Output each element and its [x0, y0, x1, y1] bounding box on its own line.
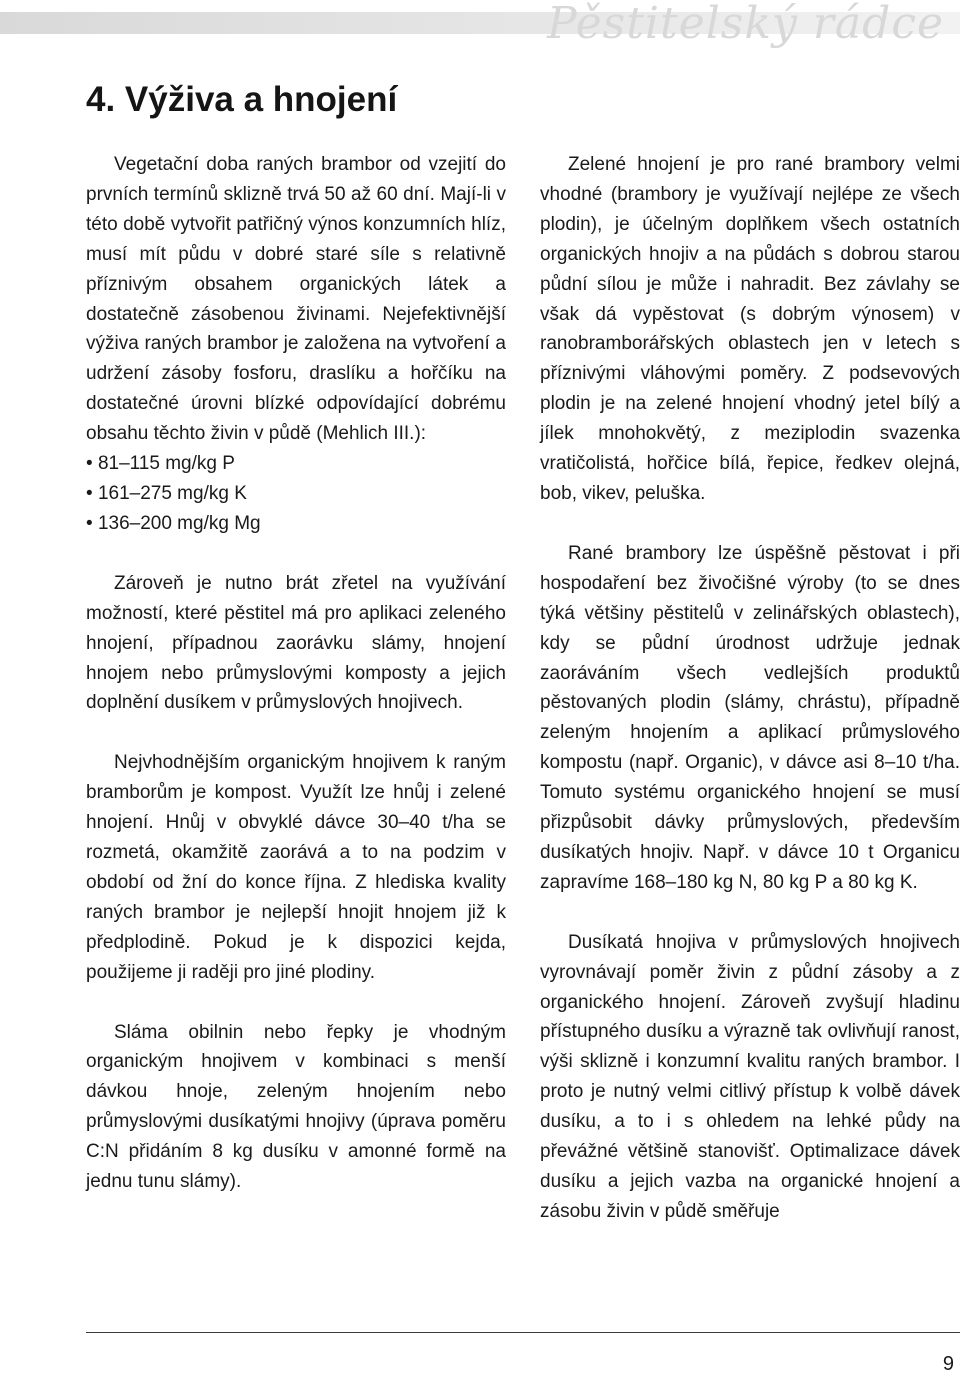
paragraph: Rané brambory lze úspěšně pěstovat i při hospodaření bez živočišné výroby (to se dnes týká většiny pěstitelů v zelinářských oblastech), kdy se půdní úrodnost udržuje jednak zaoráváním všech vedlejších produktů pěstovaných plodin (slámy, chrástu), případně zeleným hnojením a aplikací průmyslového kompostu (např. Organic), v dávce asi 8–10 t/ha. Tomuto systému organického hnojení se musí přizpůsobit dávky průmyslových, především dusíkatých hnojiv. Např. v dávce 10 t Organicu zapravíme 168–180 kg N, 80 kg P a 80 kg K. [540, 542, 960, 893]
header-brand: Pěstitelský rádce [547, 0, 944, 49]
footer-rule [86, 1332, 960, 1333]
list-item: • 81–115 mg/kg P [86, 449, 506, 479]
paragraph: Sláma obilnin nebo řepky je vhodným organickým hnojivem v kombinaci s menší dávkou hnoje, zeleným hnojením nebo průmyslovými dusíkatými hnojivy (úprava poměru C:N přidáním 8 kg dusíku v amonné formě na jednu tunu slámy). [86, 1021, 506, 1193]
paragraph: Zelené hnojení je pro rané brambory velmi vhodné (brambory je využívají nejlépe ze všech plodin), je účelným doplňkem všech ostatních organických hnojiv a na půdách s dobrou starou půdní sílou je může i nahradit. Bez závlahy se však dá vypěstovat (s dobrým výnosem) v ranobramborářských oblastech jen v letech s příznivými vláhovými poměry. Z podsevových plodin je na zelené hnojení vhodný jetel bílý a jílek mnohokvětý, z meziplodin svazenka vratičolistá, hořčice bílá, řepice, ředkev olejná, bob, vikev, peluška. [540, 154, 960, 504]
chapter-title: 4. Výživa a hnojení [86, 80, 398, 119]
right-column [540, 150, 960, 1227]
paragraph: Vegetační doba raných brambor od vzejití do prvních termínů sklizně trvá 50 až 60 dní. Mají-li v této době vytvořit patřičný výnos konzumních hlíz, musí mít půdu v dobré staré síle s relativně příznivým obsahem organických látek a dostatečně zásobenou živinami. Nejefektivnější výživa raných brambor je založena na vytvoření a udržení zásoby fosforu, draslíku a hořčíku na dostatečné úrovni blízké odpovídající dobrému obsahu těchto živin v půdě (Mehlich III.): [86, 154, 506, 445]
paragraph: Zároveň je nutno brát zřetel na využívání možností, které pěstitel má pro aplikaci zeleného hnojení, případnou zaorávku slámy, hnojení hnojem nebo průmyslovými komposty a jejich doplnění dusíkem v průmyslových hnojivech. [86, 572, 506, 714]
paragraph: Dusíkatá hnojiva v průmyslových hnojivech vyrovnávají poměr živin z půdní zásoby a z organického hnojení. Zároveň zvyšují hladinu přístupného dusíku a výrazně tak ovlivňují ranost, výši sklizně i konzumní kvalitu raných brambor. I proto je nutný velmi citlivý přístup k volbě dávek dusíku, a to i s ohledem na lehké půdy na převážné většině stanovišť. Optimalizace dávek dusíku a jejich vazba na organické hnojení a zásobu živin v půdě směřuje [540, 931, 960, 1222]
page-number: 9 [942, 1353, 954, 1375]
paragraph: Nejvhodnějším organickým hnojivem k raným bramborům je kompost. Využít lze hnůj i zelené hnojení. Hnůj v obvyklé dávce 30–40 t/ha se rozmetá, okamžitě zaorává a to na podzim v období od žní do konce října. Z hlediska kvality raných brambor je nejlepší hnojit hnojem již k předplodině. Pokud je k dispozici kejda, použijeme ji raději pro jiné plodiny. [86, 752, 506, 983]
list-item: • 161–275 mg/kg K [86, 479, 506, 509]
left-column [86, 150, 506, 1197]
nutrient-list [86, 449, 506, 539]
list-item: • 136–200 mg/kg Mg [86, 509, 506, 539]
